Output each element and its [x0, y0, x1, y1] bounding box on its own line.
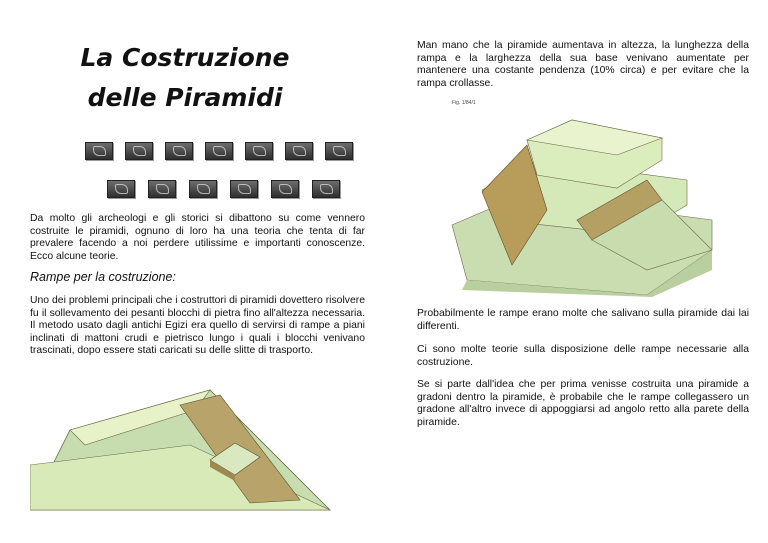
ramp-pyramid-illustration [30, 385, 337, 515]
hieroglyph-row-2 [107, 180, 340, 198]
right-paragraph-3: Ci sono molte teorie sulla disposizione delle rampe necessarie alla costruzione. [417, 344, 749, 368]
right-paragraph-2: Probabilmente le rampe erano molte che salivano sulla piramide dai lai differenti. [417, 308, 749, 332]
right-paragraph-1: Man mano che la piramide aumentava in altezza, la lunghezza della rampa e la larghezza della sua base venivano aumentate per mantenere una costante pendenza (10% circa) e per evitare che la rampa crollasse. [417, 40, 749, 89]
hieroglyph-icon [125, 142, 153, 160]
hieroglyph-icon [107, 180, 135, 198]
section-heading: Rampe per la costruzione: [30, 270, 176, 284]
hieroglyph-row-1 [85, 142, 353, 160]
hieroglyph-icon [165, 142, 193, 160]
hieroglyph-icon [85, 142, 113, 160]
right-paragraph-4: Se si parte dall'idea che per prima venisse costruita una piramide a gradoni dentro la piramide, è probabile che le rampe collegassero un gradone all'altro invece di appoggiarsi ad angolo retto alla parete della piramide. [417, 379, 749, 428]
stepped-ramp-pyramid-illustration [447, 100, 717, 297]
page-title: La Costruzione delle Piramidi [80, 43, 290, 112]
hieroglyph-icon [271, 180, 299, 198]
hieroglyph-icon [189, 180, 217, 198]
hieroglyph-icon [148, 180, 176, 198]
hieroglyph-icon [205, 142, 233, 160]
hieroglyph-icon [230, 180, 258, 198]
hieroglyph-icon [285, 142, 313, 160]
intro-paragraph: Da molto gli archeologi e gli storici si dibattono su come vennero costruite le piramidi, ognuno di loro ha una teoria che tenta di far prevalere facendo a noi perdere utilissime e importanti conoscenze. Ecco alcune teorie. [30, 213, 365, 262]
hieroglyph-icon [312, 180, 340, 198]
ramp-paragraph: Uno dei problemi principali che i costruttori di piramidi dovettero risolvere fu il sollevamento dei pesanti blocchi di pietra fino all'altezza necessaria. Il metodo usato dagli antichi Egizi era quello di servirsi di rampe a piani inclinati di mattoni crudi e pietrisco lungo i quali i blocchi venivano trascinati, dopo essere stati caricati su delle slitte di trasporto. [30, 295, 365, 357]
figure-caption: Fig. 1/84/1 [452, 100, 476, 106]
hieroglyph-icon [325, 142, 353, 160]
hieroglyph-icon [245, 142, 273, 160]
